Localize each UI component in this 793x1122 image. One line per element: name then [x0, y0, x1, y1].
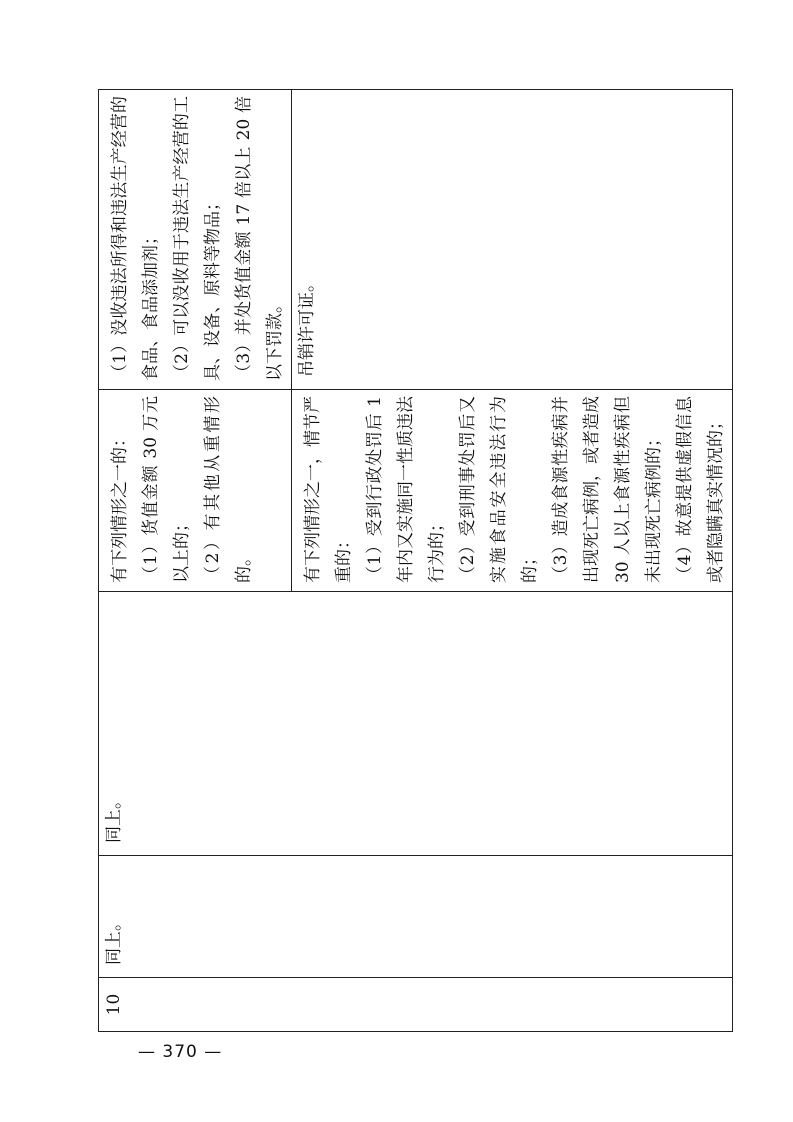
circumstance-cell-upper [99, 390, 292, 592]
row-number-cell [99, 978, 733, 1032]
circumstance-cell-lower [292, 390, 733, 592]
penalty-text-upper: （1）没收违法所得和违法生产经营的食品、食品添加剂； （2）可以没收用于违法生产经营的工具、设备、原料等物品； （3）并处货值金额 17 倍以上 20 倍以下罚款。 [110, 96, 285, 381]
same-as-above-text-2: 同上。 [104, 792, 124, 843]
rotated-page-content [98, 90, 726, 1032]
table-row-upper [99, 90, 292, 1032]
page-number: — 370 — [138, 1042, 223, 1062]
same-as-above-cell-1 [99, 856, 733, 978]
same-as-above-cell-2 [99, 592, 733, 856]
circumstance-text-upper: 有下列情形之一的： （1）货值金额 30 万元以上的； （2）有其他从重情形的。 [110, 396, 254, 583]
circumstance-text-lower: 有下列情形之一，情节严重的： （1）受到行政处罚后 1 年内又实施同一性质违法行为的； （2）受到刑事处罚后又实施食品安全违法行为的； （3）造成食源性疾病并出现死亡病例，或者造成 30 人以上食源性疾病但未出现死亡病例的； （4）故意提供虚假信息或者隐瞒真实情况的； [303, 396, 726, 583]
same-as-above-text-1: 同上。 [104, 914, 124, 965]
penalty-text-lower: 吊销许可证。 [297, 275, 317, 377]
penalty-cell-lower [292, 90, 733, 390]
penalty-table [98, 89, 733, 1032]
penalty-cell-upper [99, 90, 292, 390]
row-number: 10 [104, 993, 124, 1016]
